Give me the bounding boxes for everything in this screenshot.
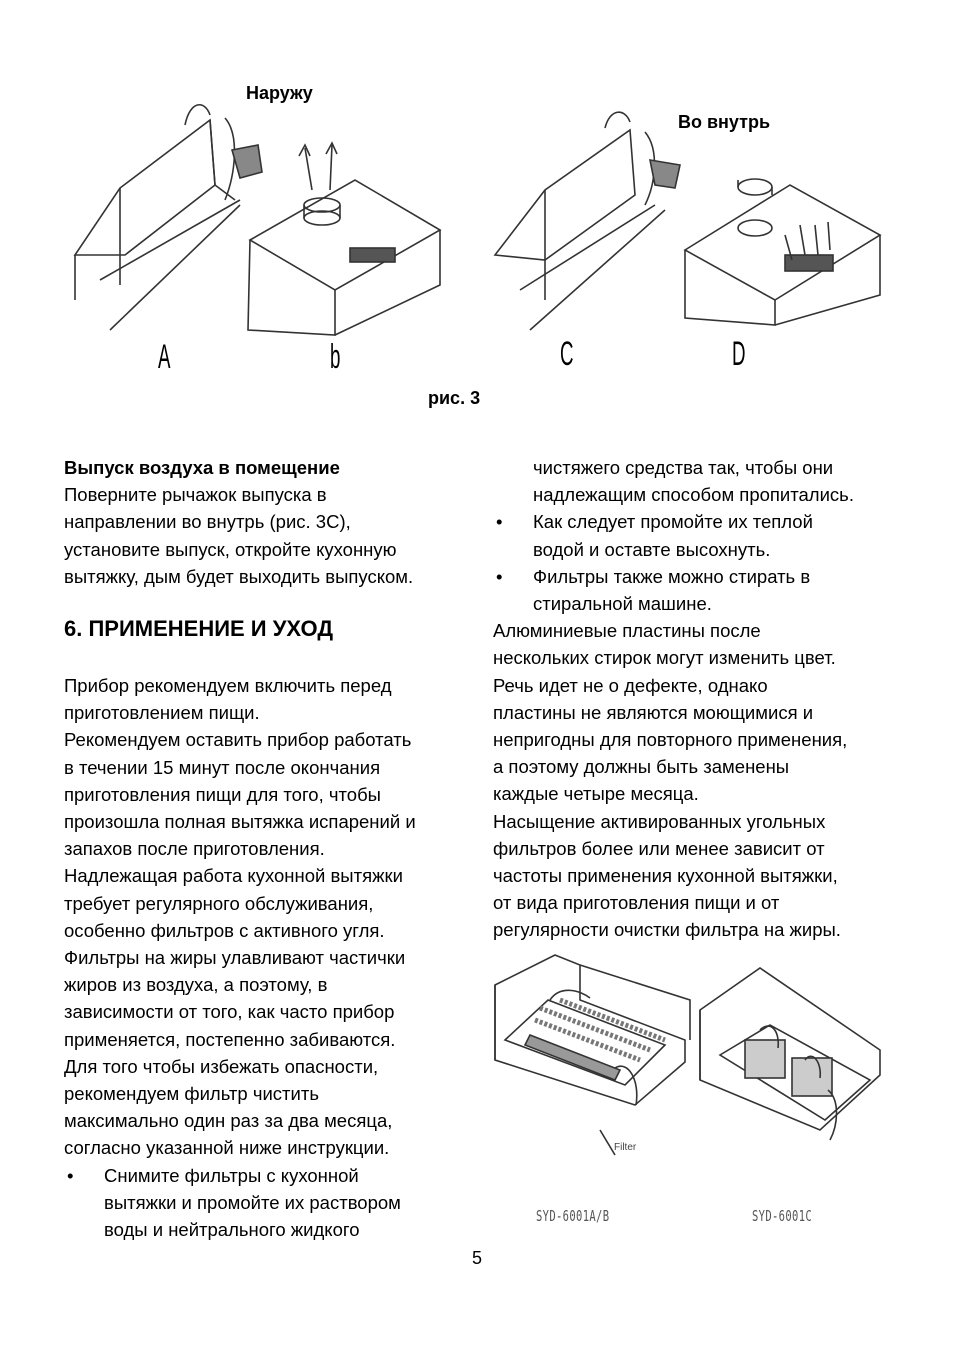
- model-label-right: SYD-6001C: [752, 1207, 813, 1225]
- bullet-line: воды и нейтрального жидкого: [104, 1219, 360, 1241]
- bullet-line: водой и оставте высохнуть.: [533, 538, 771, 560]
- body-line: согласно указанной ниже инструкции.: [64, 1137, 390, 1159]
- body-line: Для того чтобы избежать опасности,: [64, 1055, 379, 1077]
- body-line: регулярности очистки фильтра на жиры.: [493, 919, 841, 941]
- body-line: пластины не являются моющимися и: [493, 701, 814, 723]
- letter-d: D: [732, 335, 746, 373]
- bullet-line: вытяжки и промойте их раствором: [104, 1191, 401, 1213]
- release-line-2: направлении во внутрь (рис. 3С),: [64, 511, 351, 533]
- body-line: от вида приготовления пищи и от: [493, 892, 780, 914]
- body-line: произошла полная вытяжка испарений и: [64, 811, 416, 833]
- body-line: особенно фильтров с активного угля.: [64, 919, 385, 941]
- body-line: запахов после приготовления.: [64, 838, 325, 860]
- body-line: частоты применения кухонной вытяжки,: [493, 865, 838, 887]
- bullet-line: Фильтры также можно стирать в: [533, 565, 811, 587]
- body-line: а поэтому должны быть заменены: [493, 756, 790, 778]
- release-line-3: установите выпуск, откройте кухонную: [64, 538, 397, 560]
- bullet-line: надлежащим способом пропитались.: [533, 484, 854, 506]
- body-line: Алюминиевые пластины после: [493, 620, 761, 642]
- figure-caption: рис. 3: [428, 388, 481, 408]
- body-line: зависимости от того, как часто прибор: [64, 1001, 395, 1023]
- body-line: Речь идет не о дефекте, однако: [493, 674, 768, 696]
- letter-a: A: [158, 338, 171, 376]
- body-line: жиров из воздуха, а поэтому, в: [64, 974, 328, 996]
- bullet-line: Снимите фильтры с кухонной: [104, 1164, 359, 1186]
- label-outward: Наружу: [246, 83, 313, 103]
- body-line: Насыщение активированных угольных: [493, 810, 826, 832]
- body-line: нескольких стирок могут изменить цвет.: [493, 647, 836, 669]
- letter-c: C: [560, 335, 574, 373]
- release-line-4: вытяжку, дым будет выходить выпуском.: [64, 565, 414, 587]
- body-line: приготовления пищи для того, чтобы: [64, 783, 381, 805]
- section-title: 6. ПРИМЕНЕНИЕ И УХОД: [64, 616, 334, 641]
- body-line: рекомендуем фильтр чистить: [64, 1083, 319, 1105]
- bullet-dot: •: [496, 511, 503, 533]
- filter-callout-label: Filter: [614, 1142, 637, 1153]
- body-line: максимально один раз за два месяца,: [64, 1110, 393, 1132]
- page-number: 5: [472, 1248, 483, 1268]
- body-line: непригодны для повторного применения,: [493, 729, 848, 751]
- body-line: каждые четыре месяца.: [493, 783, 699, 805]
- body-line: Надлежащая работа кухонной вытяжки: [64, 865, 403, 887]
- release-line-1: Поверните рычажок выпуска в: [64, 484, 327, 506]
- body-line: Фильтры на жиры улавливают частички: [64, 947, 406, 969]
- bullet-line: стиральной машине.: [533, 593, 712, 615]
- bullet-line: Как следует промойте их теплой: [533, 511, 813, 533]
- bullet-dot: •: [496, 565, 503, 587]
- body-line: Прибор рекомендуем включить перед: [64, 675, 392, 696]
- letter-b: b: [330, 338, 341, 376]
- heading-air-release: Выпуск воздуха в помещение: [64, 457, 340, 478]
- body-line: в течении 15 минут после окончания: [64, 756, 381, 778]
- bullet-dot: •: [67, 1164, 74, 1186]
- body-line: применяется, постепенно забиваются.: [64, 1028, 396, 1050]
- body-line: приготовлением пищи.: [64, 702, 260, 724]
- body-line: Рекомендуем оставить прибор работать: [64, 729, 412, 751]
- model-label-left: SYD-6001A/B: [536, 1207, 610, 1225]
- bullet-line: чистяжего средства так, чтобы они: [533, 457, 834, 478]
- body-line: фильтров более или менее зависит от: [493, 837, 825, 859]
- label-inward: Во внутрь: [678, 112, 771, 132]
- body-line: требует регулярного обслуживания,: [64, 892, 374, 914]
